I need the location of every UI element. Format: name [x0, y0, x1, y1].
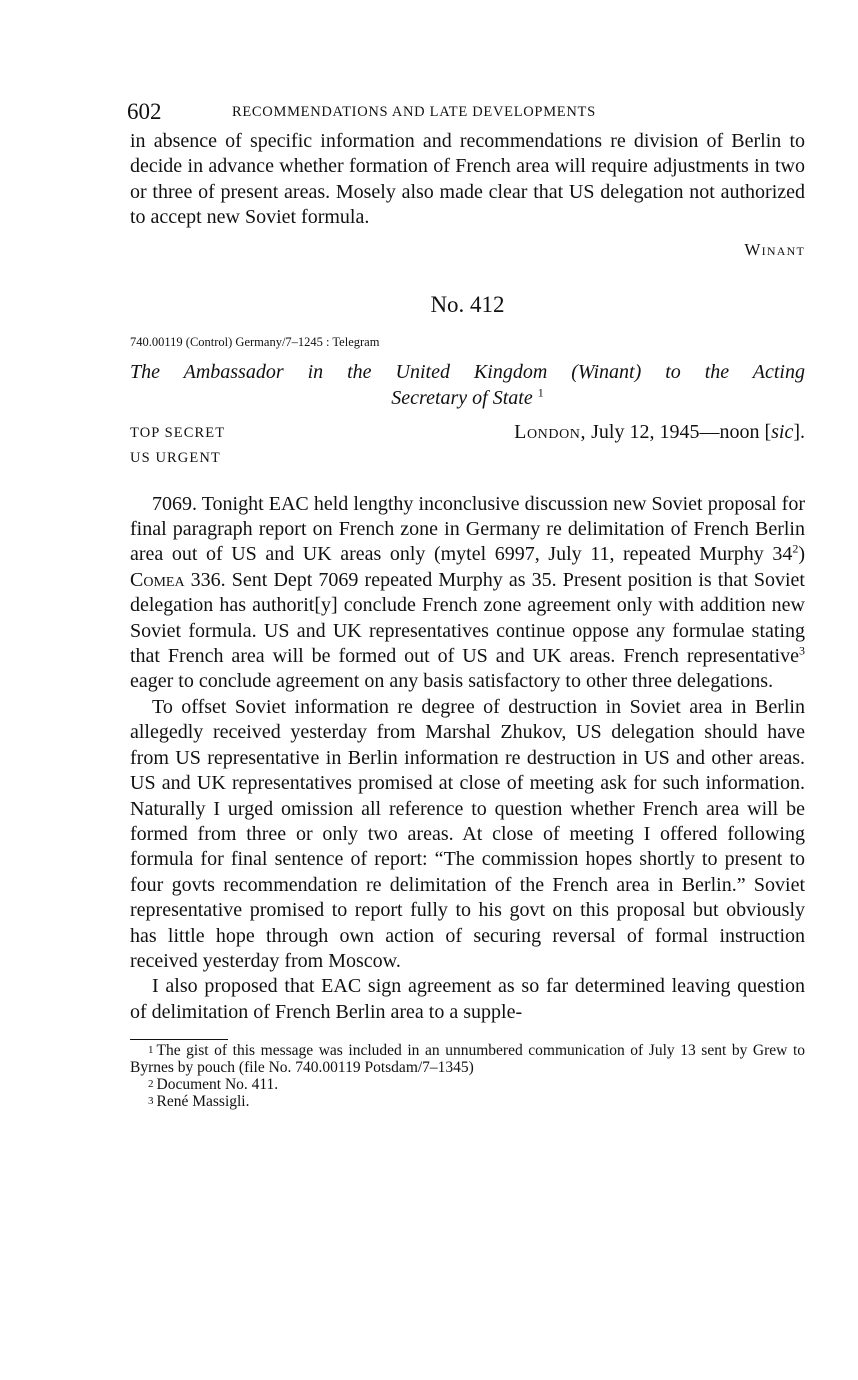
dateline	[514, 421, 805, 444]
dateline-sic: sic	[771, 420, 794, 443]
footnote-rule	[130, 1039, 228, 1040]
body-paragraph-1: 7069. Tonight EAC held lengthy inconclusive discussion new Soviet proposal for final paragraph report on French zone in Germany re delimitation of French Berlin area out of US and UK areas only (mytel 6997, July 11, repeated Murphy $34^2$) Comea 336. Sent Dept 7069 repeated Murphy as 35. Present position is that Soviet delegation has authorit[y] conclude French zone agreement only with addition new Soviet formula. US and UK representatives continue oppose any formulae stating that French area will be formed out of US and UK areas. French representative$^3$ eager to conclude agreement on any basis satisfactory to other three delegations.	[130, 492, 805, 693]
continuation-paragraph: in absence of specific information and recommendations re division of Berlin to decide in advance whether formation of French area will require adjustments in two or three of present areas. Mosely also made clear that US delegation not authorized to accept new Soviet formula.	[130, 130, 805, 229]
page-header	[127, 95, 805, 129]
footnote-3: 3 René Massigli.	[148, 1093, 250, 1111]
title-footnote-ref: 1	[537, 384, 544, 399]
dateline-date: July 12, 1945—noon [	[586, 420, 772, 443]
classification-row	[130, 420, 805, 450]
footnote-1: 1 The gist of this message was included in an unnumbered communication of July 13 sent by Grew to Byrnes by pouch (file No. 740.00119 Potsdam/7–1345)	[130, 1042, 805, 1077]
document-number: No. 412	[430, 291, 505, 317]
title-line-2: Secretary of State	[391, 386, 533, 409]
running-title: RECOMMENDATIONS AND LATE DEVELOPMENTS	[232, 104, 596, 120]
body-paragraph-3: I also proposed that EAC sign agreement as so far determined leaving question of delimitation of French Berlin area to a supple-	[130, 975, 805, 1023]
document-title	[130, 359, 805, 411]
body-paragraph-2: To offset Soviet information re degree of destruction in Soviet area in Berlin allegedly received yesterday from Marshal Zhukov, US delegation should have from US representative in Berlin information re destruction in US and other areas. US and UK representatives promised at close of meeting ask for such information. Naturally I urged omission all reference to question whether French area will be formed from three or only two areas. At close of meeting I offered following formula for final sentence of report: “The commission hopes shortly to present to four govts recommendation re delimitation of the French area in Berlin.” Soviet representative promised to report fully to his govt on this proposal but obviously has little hope through own action of securing reversal of formal instruction received yesterday from Moscow.	[130, 695, 805, 972]
dateline-place: London,	[514, 420, 587, 443]
classification-row-2	[130, 450, 805, 475]
previous-signature: Winant	[744, 239, 805, 259]
file-reference: 740.00119 (Control) Germany/7–1245 : Telegram	[130, 334, 380, 349]
title-line-1: The Ambassador in the United Kingdom (Winant) to the Acting	[130, 360, 805, 383]
document-page	[127, 95, 805, 1111]
dateline-end: ].	[793, 420, 805, 443]
footnote-2: 2 Document No. 411.	[148, 1076, 279, 1094]
page-number: 602	[127, 99, 162, 124]
classification-us-urgent: US URGENT	[130, 449, 221, 466]
footnote-ref-2: 2	[792, 541, 799, 556]
classification-top-secret: TOP SECRET	[130, 424, 226, 441]
footnote-ref-3: 3	[799, 643, 805, 658]
comea-reference: Comea	[130, 568, 185, 591]
